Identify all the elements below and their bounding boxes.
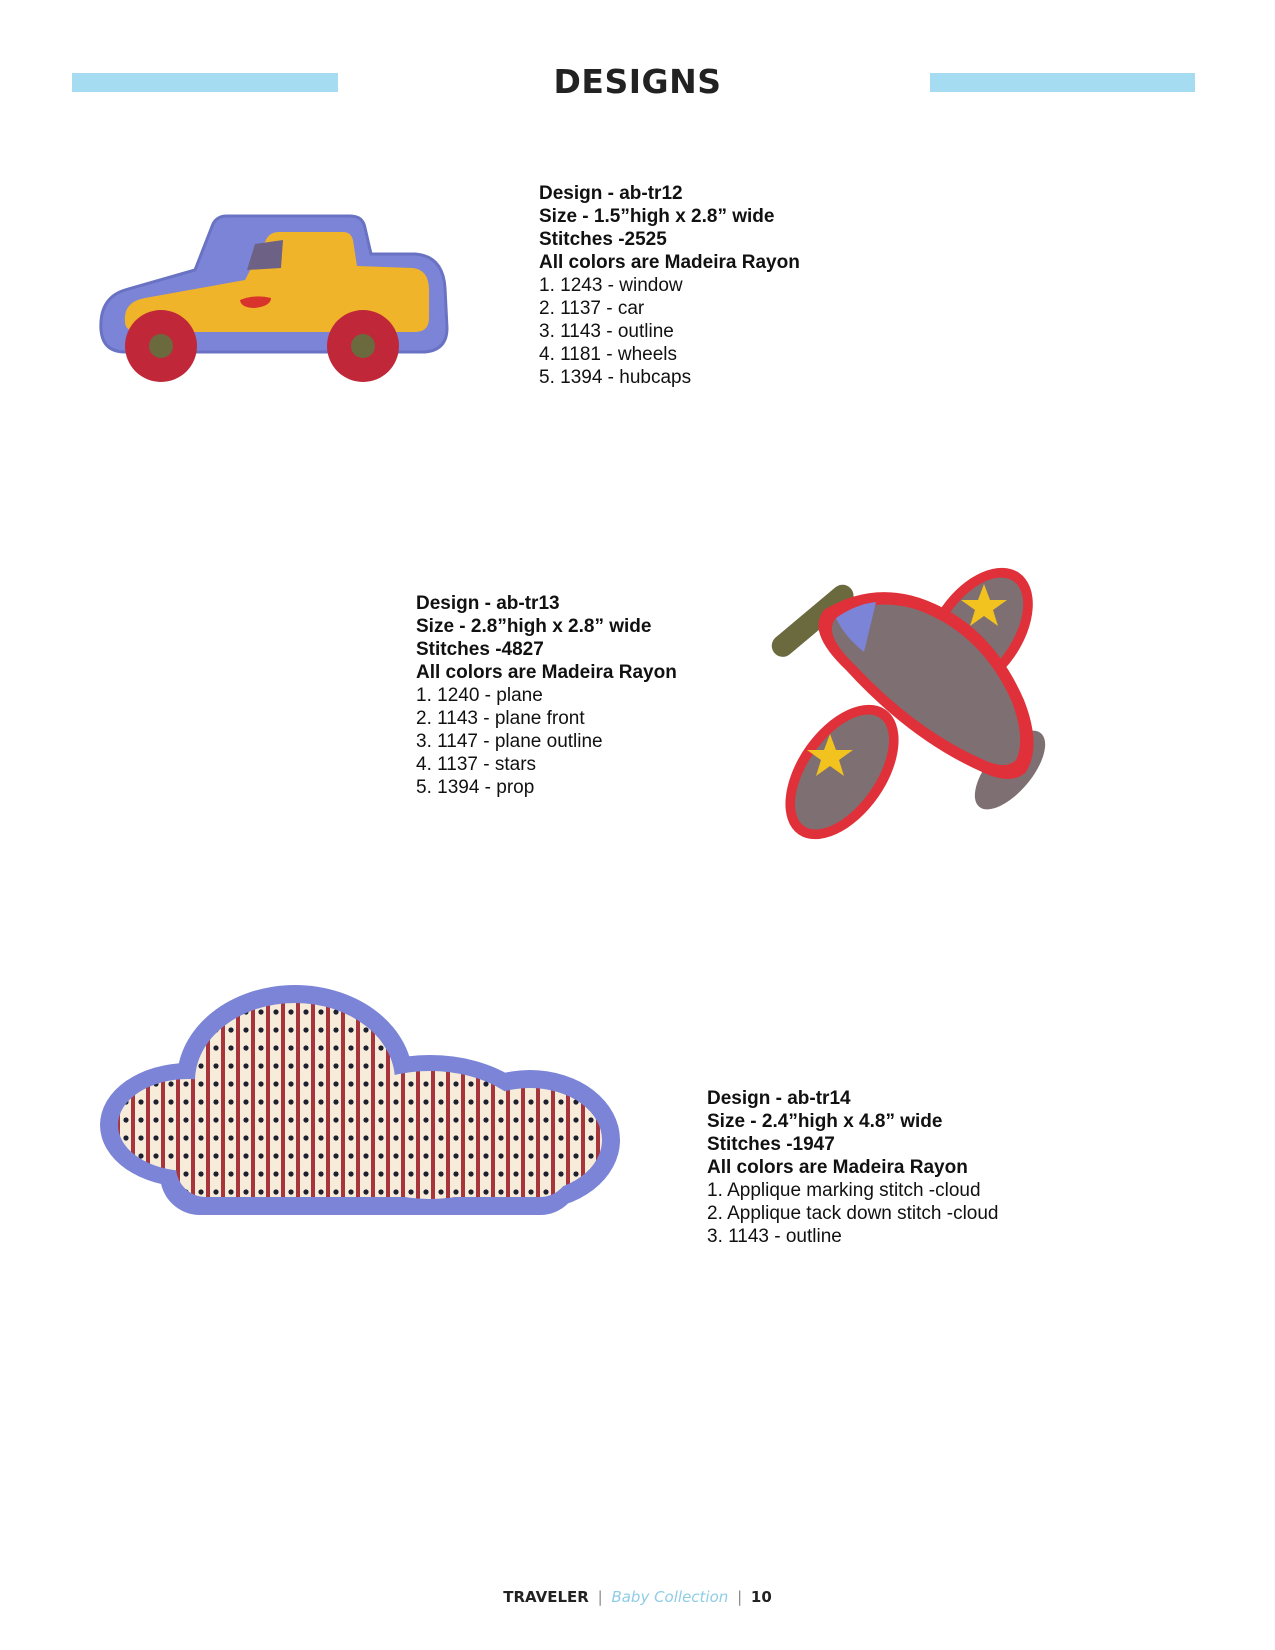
design-colors-note: All colors are Madeira Rayon — [707, 1157, 968, 1178]
design-stitches: Stitches -4827 — [416, 639, 544, 660]
design-id: Design - ab-tr14 — [707, 1088, 851, 1109]
page-number: 10 — [750, 1588, 772, 1606]
footer-separator: | — [597, 1588, 603, 1606]
color-item: 1. 1240 - plane — [416, 685, 543, 706]
color-item: 2. Applique tack down stitch -cloud — [707, 1203, 999, 1224]
design-id: Design - ab-tr12 — [539, 183, 683, 204]
color-item: 3. 1147 - plane outline — [416, 731, 603, 752]
design-colors-note: All colors are Madeira Rayon — [539, 252, 800, 273]
color-item: 2. 1143 - plane front — [416, 708, 585, 729]
design-info-ab-tr14 — [707, 1087, 999, 1248]
design-size: Size - 2.4”high x 4.8” wide — [707, 1111, 943, 1132]
cloud-embroidery-image — [100, 985, 630, 1265]
color-item: 1. 1243 - window — [539, 275, 683, 296]
design-size: Size - 1.5”high x 2.8” wide — [539, 206, 775, 227]
color-item: 4. 1181 - wheels — [539, 344, 678, 365]
footer-separator: | — [737, 1588, 743, 1606]
design-stitches: Stitches -1947 — [707, 1134, 835, 1155]
plane-embroidery-image — [760, 560, 1080, 860]
color-item: 5. 1394 - hubcaps — [539, 367, 692, 388]
color-item: 3. 1143 - outline — [707, 1226, 842, 1247]
color-item: 4. 1137 - stars — [416, 754, 537, 775]
design-stitches: Stitches -2525 — [539, 229, 667, 250]
design-info-ab-tr12 — [539, 182, 800, 389]
design-id: Design - ab-tr13 — [416, 593, 560, 614]
footer-collection: Baby Collection — [611, 1588, 729, 1606]
color-item: 5. 1394 - prop — [416, 777, 535, 798]
color-item: 3. 1143 - outline — [539, 321, 674, 342]
design-info-ab-tr13 — [416, 592, 677, 799]
design-size: Size - 2.8”high x 2.8” wide — [416, 616, 652, 637]
color-item: 1. Applique marking stitch -cloud — [707, 1180, 981, 1201]
footer-brand: TRAVELER — [503, 1588, 589, 1606]
page-footer — [0, 1588, 1275, 1606]
design-colors-note: All colors are Madeira Rayon — [416, 662, 677, 683]
page-title: DESIGNS — [553, 62, 722, 101]
color-item: 2. 1137 - car — [539, 298, 645, 319]
car-embroidery-image — [95, 210, 455, 410]
